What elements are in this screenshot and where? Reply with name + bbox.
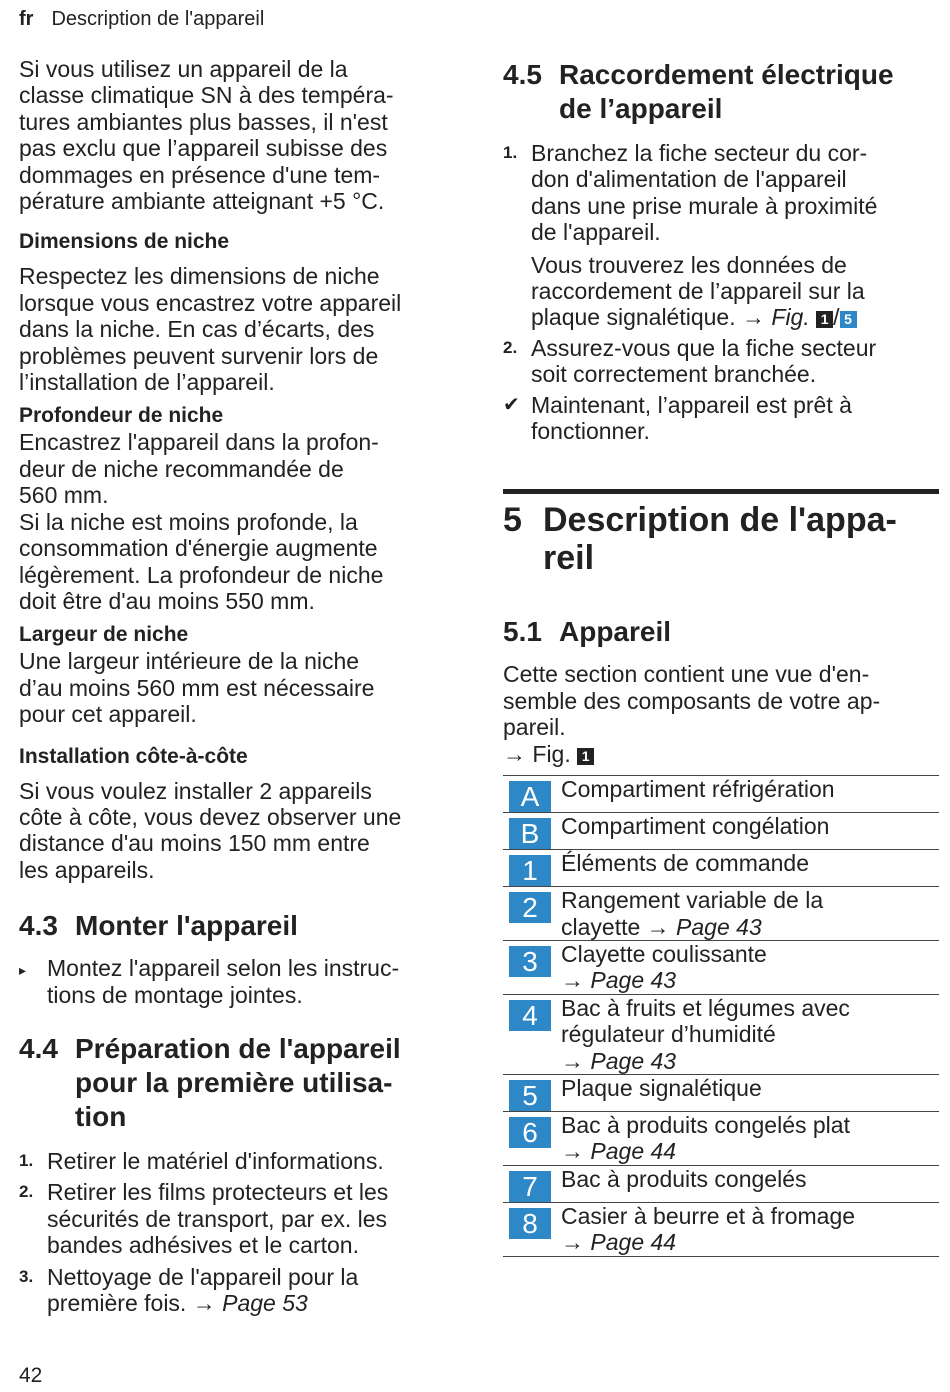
text-line: lorsque vous encastrez votre appareil (19, 289, 402, 316)
table-row (503, 776, 939, 813)
text-line: 560 mm. (19, 482, 109, 509)
text-line: soit correctement branchée. (531, 361, 817, 388)
text-line: → (561, 1138, 591, 1165)
text-line: clayette → (561, 913, 677, 940)
section-number: 4.5 (503, 59, 542, 90)
subheading-side-by-side: Installation côte-à-côte (19, 744, 248, 768)
part-description (561, 776, 939, 813)
section-heading-4-3 (19, 909, 459, 943)
step-text: Retirer le matériel d'informations. (47, 1147, 384, 1174)
page-number: 42 (19, 1364, 43, 1387)
chapter-title-block (503, 501, 939, 577)
chapter-heading-5 (503, 489, 939, 577)
right-column (503, 58, 939, 1257)
result-text (531, 392, 852, 445)
section-heading-5-1 (503, 615, 939, 649)
text-line: Éléments de commande (561, 850, 810, 877)
text-line: Clayette coulissante (561, 940, 767, 967)
text-line: Nettoyage de l'appareil pour la (47, 1263, 359, 1290)
text-line: doit être d'au moins 550 mm. (19, 587, 315, 614)
table-row (503, 1165, 939, 1202)
table-row (503, 1202, 939, 1256)
text-line: don d'alimentation de l'appareil (531, 166, 847, 193)
chapter-title (543, 501, 897, 577)
side-by-side-paragraph (19, 778, 459, 884)
text-line: Bac à produits congelés (561, 1165, 807, 1192)
text-line: pareil. (503, 714, 566, 741)
part-key-badge: A (509, 781, 551, 812)
key-cell (503, 1165, 561, 1202)
text-line: deur de niche recommandée de (19, 455, 344, 482)
text-line: Une largeur intérieure de la niche (19, 648, 360, 675)
text-line: → (561, 1229, 591, 1256)
section-title (75, 1032, 401, 1134)
text-line: régulateur d’humidité (561, 1021, 776, 1048)
text-line: légèrement. La profondeur de niche (19, 561, 384, 588)
text-line: raccordement de l’appareil sur la (531, 278, 865, 305)
text-line: Vous trouverez les données de (531, 251, 847, 278)
text-line: tures ambiantes plus basses, il n'est (19, 108, 388, 135)
text-line: de l'appareil. (531, 219, 661, 246)
text-line: → (561, 1047, 591, 1074)
part-key-badge: 2 (509, 892, 551, 923)
text-line: Maintenant, l’appareil est prêt à (531, 391, 852, 418)
text-line: l’installation de l’appareil. (19, 369, 275, 396)
part-key-badge: 6 (509, 1117, 551, 1148)
step-note (503, 252, 939, 331)
dimensions-paragraph (19, 263, 459, 395)
part-description (561, 887, 939, 941)
part-key-badge: B (509, 818, 551, 849)
bullet-text (47, 955, 399, 1008)
figure-number-badge: 1 (816, 311, 833, 328)
part-description (561, 994, 939, 1074)
section-title: Appareil (559, 616, 672, 648)
text-line: fonctionner. (531, 418, 650, 445)
text-line: Si vous utilisez un appareil de la (19, 56, 348, 82)
depth-paragraph (19, 429, 459, 614)
part-description (561, 1111, 939, 1165)
page-reference-link[interactable]: Page 44 (590, 1138, 677, 1165)
text-line: Montez l'appareil selon les instruc- (47, 955, 400, 982)
subheading-dimensions: Dimensions de niche (19, 230, 230, 254)
step-item (19, 1148, 459, 1174)
part-key-badge: 8 (509, 1208, 551, 1239)
text-line: Retirer les films protecteurs et les (47, 1179, 389, 1206)
text-line: Compartiment congélation (561, 813, 830, 840)
step-text (47, 1264, 358, 1317)
table-row (503, 940, 939, 994)
table-row (503, 887, 939, 941)
title-line: pour la première utilisa- (75, 1066, 393, 1098)
chapter-number: 5 (503, 501, 522, 540)
table-row (503, 1074, 939, 1111)
figure-reference-link[interactable]: → Fig. (503, 740, 571, 767)
page-reference-link[interactable]: Page 53 (222, 1290, 308, 1316)
section-heading-4-5 (503, 58, 939, 126)
language-code: fr (19, 8, 34, 30)
part-description (561, 813, 939, 850)
step-item (503, 335, 939, 388)
text-line: dommages en présence d'une tem- (19, 161, 381, 188)
separator: / (833, 304, 840, 331)
check-icon: ✔ (503, 393, 520, 416)
part-key-badge: 3 (509, 946, 551, 977)
step-number: 2. (503, 337, 518, 357)
text-line: Rangement variable de la (561, 887, 824, 914)
text-line: côte à côte, vous devez observer une (19, 803, 402, 830)
key-cell (503, 1202, 561, 1256)
text-line: Respectez les dimensions de niche (19, 263, 380, 290)
step-item (19, 1264, 459, 1317)
text-line: tions de montage jointes. (47, 981, 303, 1008)
text-line: pérature ambiante atteignant +5 °C. (19, 188, 385, 215)
section-intro (503, 661, 939, 767)
step-text (531, 140, 877, 246)
part-key-badge: 1 (509, 855, 551, 886)
text-line: Casier à beurre et à fromage (561, 1202, 856, 1229)
part-description (561, 1202, 939, 1256)
title-line: Raccordement électrique (559, 59, 894, 90)
section-title (559, 58, 894, 126)
text-line: les appareils. (19, 856, 155, 883)
part-key-badge: 5 (509, 1080, 551, 1111)
title-line: Préparation de l'appareil (75, 1032, 401, 1064)
step-text (531, 335, 876, 388)
text-line: → (561, 967, 591, 994)
part-description (561, 940, 939, 994)
triangle-bullet-icon: ▸ (19, 962, 27, 979)
table-row (503, 994, 939, 1074)
text-line: plaque signalétique. → (531, 304, 772, 331)
figure-reference-link[interactable]: Fig. (771, 304, 810, 331)
parts-table (503, 775, 939, 1256)
result-item (503, 392, 939, 445)
text-line: d’au moins 560 mm est nécessaire (19, 674, 375, 701)
text-line: Si la niche est moins profonde, la (19, 508, 358, 535)
section-number: 4.3 (19, 910, 58, 942)
text-line: Assurez-vous que la fiche secteur (531, 334, 877, 361)
text-line: dans la niche. En cas d’écarts, des (19, 316, 375, 343)
part-key-badge: 4 (509, 1000, 551, 1031)
key-cell (503, 940, 561, 994)
table-row (503, 850, 939, 887)
text-line: Plaque signalétique (561, 1074, 762, 1101)
text-line: Si vous voulez installer 2 appareils (19, 777, 372, 804)
text-line: semble des composants de votre ap- (503, 687, 881, 714)
text-line: classe climatique SN à des tempéra- (19, 82, 394, 109)
part-description (561, 1165, 939, 1202)
subheading-width: Largeur de niche (19, 623, 189, 647)
page-reference-link[interactable]: Page 43 (676, 913, 762, 940)
key-cell (503, 994, 561, 1074)
step-number: 3. (19, 1266, 34, 1286)
table-row (503, 813, 939, 850)
text-line: consommation d'énergie augmente (19, 535, 378, 562)
bullet-item (19, 955, 459, 1008)
key-cell (503, 887, 561, 941)
key-cell (503, 776, 561, 813)
text-line: Encastrez l'appareil dans la profon- (19, 429, 379, 456)
text-line: Cette section contient une vue d'en- (503, 661, 870, 688)
figure-number-badge: 1 (577, 748, 594, 765)
part-description (561, 1074, 939, 1111)
text-line: dans une prise murale à proximité (531, 192, 878, 219)
page-reference-link[interactable]: Page 43 (590, 1047, 677, 1074)
width-paragraph (19, 648, 459, 727)
subheading-depth: Profondeur de niche (19, 404, 224, 428)
key-cell (503, 1111, 561, 1165)
text-line: Bac à produits congelés plat (561, 1111, 850, 1138)
page-reference-link[interactable]: Page 43 (590, 967, 677, 994)
key-cell (503, 850, 561, 887)
text-line: problèmes peuvent survenir lors de (19, 342, 379, 369)
left-column (19, 56, 459, 1316)
page-reference-link[interactable]: Page 44 (590, 1229, 677, 1256)
page-header (19, 8, 264, 31)
text-line: sécurités de transport, par ex. les (47, 1205, 388, 1232)
step-number: 2. (19, 1182, 34, 1202)
title-line: de l’appareil (559, 93, 723, 124)
section-heading-4-4 (19, 1032, 459, 1134)
text-line: distance d'au moins 150 mm entre (19, 830, 370, 857)
step-item (503, 140, 939, 246)
section-number: 4.4 (19, 1032, 58, 1064)
title-line: reil (543, 539, 595, 578)
intro-paragraph (19, 56, 459, 214)
title-line: tion (75, 1100, 127, 1132)
text-line: pas exclu que l’appareil subisse des (19, 135, 388, 162)
text-line: bandes adhésives et le carton. (47, 1232, 359, 1259)
title-line: Description de l'appa- (543, 501, 897, 540)
header-title: Description de l'appareil (51, 8, 265, 30)
text-line: Bac à fruits et légumes avec (561, 994, 850, 1021)
text-line: pour cet appareil. (19, 701, 197, 728)
text-line: Branchez la fiche secteur du cor- (531, 140, 868, 166)
step-item (19, 1179, 459, 1258)
key-cell (503, 1074, 561, 1111)
text-line: Compartiment réfrigération (561, 776, 835, 803)
part-description (561, 850, 939, 887)
text-line: première fois. → (47, 1290, 223, 1316)
step-number: 1. (19, 1150, 34, 1170)
table-row (503, 1111, 939, 1165)
step-number: 1. (503, 143, 518, 162)
step-text (47, 1179, 388, 1258)
key-cell (503, 813, 561, 850)
part-key-badge: 7 (509, 1171, 551, 1202)
section-number: 5.1 (503, 616, 542, 648)
figure-number-badge: 5 (840, 311, 857, 328)
section-title: Monter l'appareil (75, 910, 298, 942)
